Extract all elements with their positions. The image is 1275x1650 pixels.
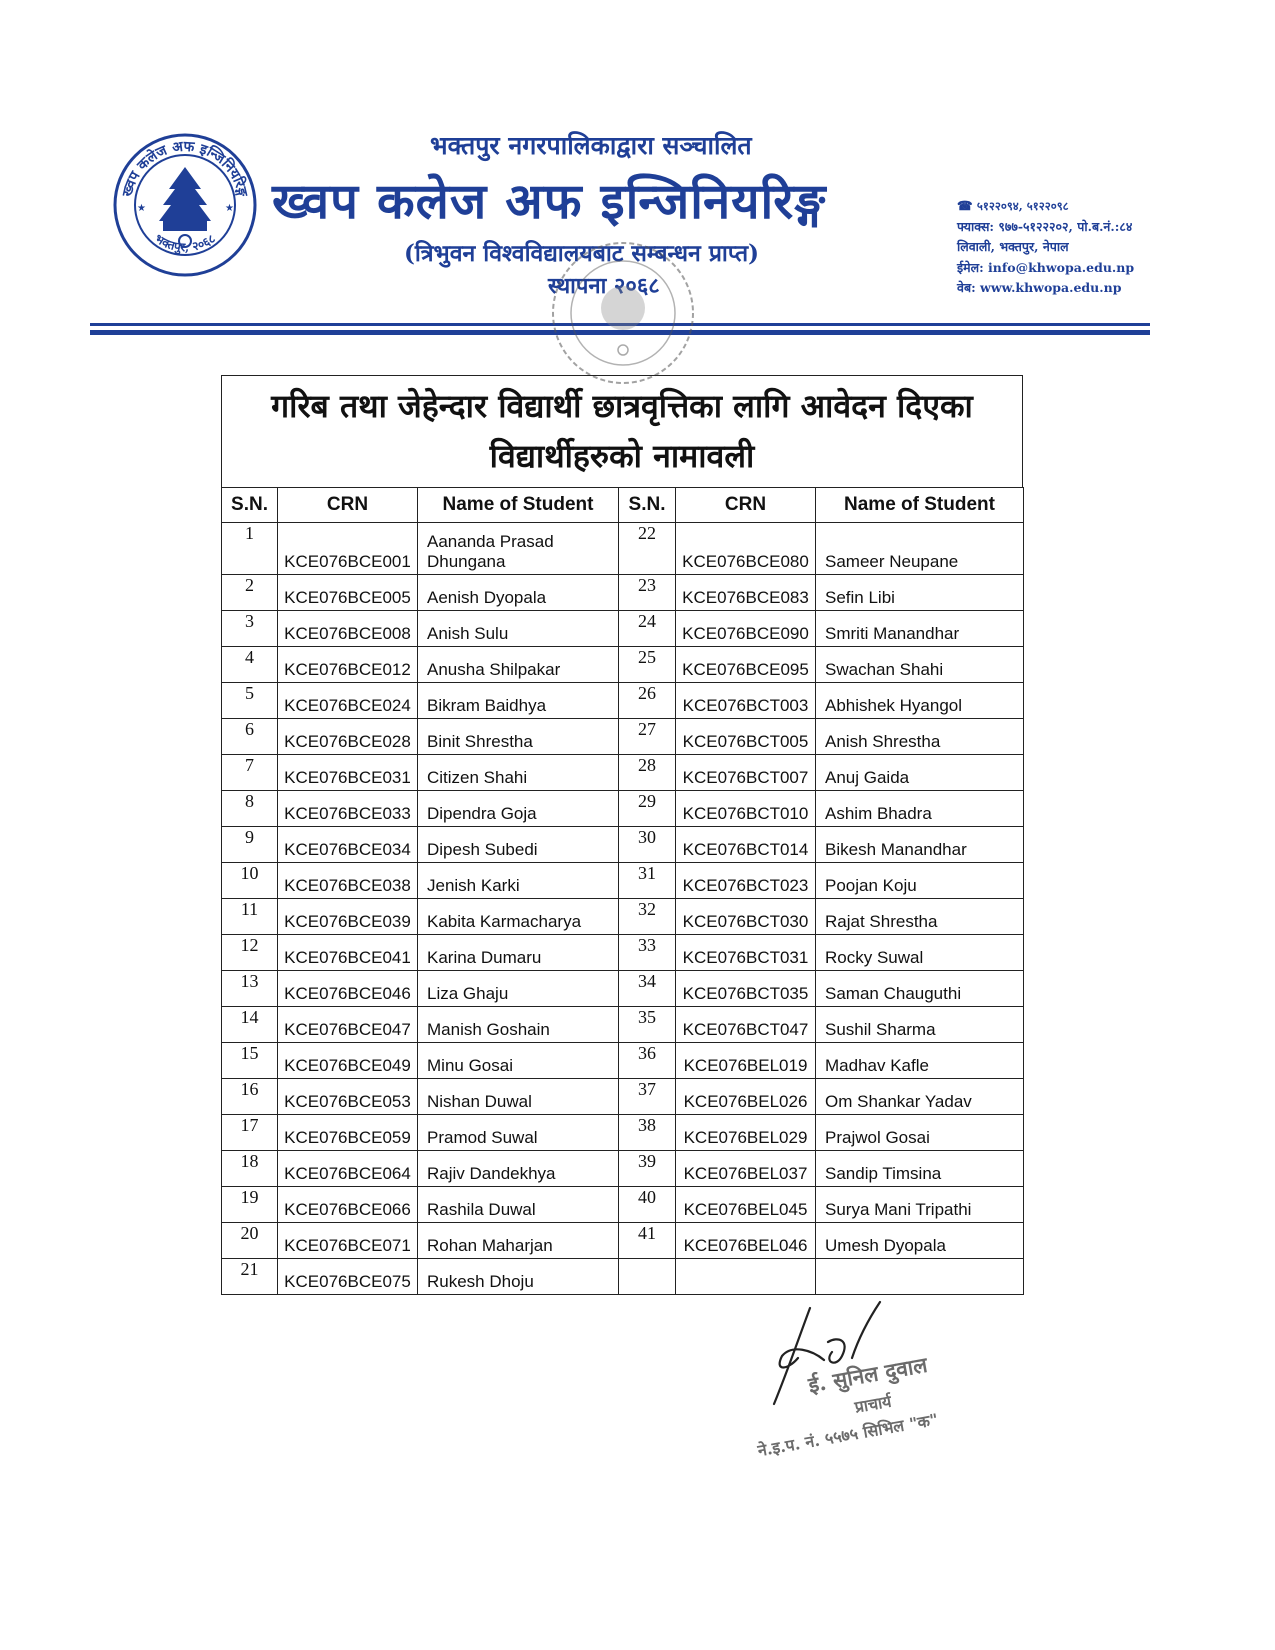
serial-number: 41 (619, 1223, 676, 1259)
student-name: Rajat Shrestha (816, 899, 1024, 935)
serial-number: 15 (222, 1043, 278, 1079)
table-row (222, 1187, 1024, 1223)
serial-number: 13 (222, 971, 278, 1007)
crn-cell: KCE076BCE031 (278, 755, 418, 791)
college-logo (113, 133, 257, 277)
col-header-sn: S.N. (619, 488, 676, 523)
serial-number: 4 (222, 647, 278, 683)
col-header-sn: S.N. (222, 488, 278, 523)
svg-text:भक्तपुर, २०६८: भक्तपुर, २०६८ (152, 231, 218, 255)
student-name: Manish Goshain (418, 1007, 619, 1043)
affiliation-line: (त्रिभुवन विश्वविद्यालयबाट सम्बन्धन प्राप्त) (404, 240, 759, 267)
student-name: Umesh Dyopala (816, 1223, 1024, 1259)
crn-cell: KCE076BCT003 (676, 683, 816, 719)
student-name: Poojan Koju (816, 863, 1024, 899)
phone-icon: ☎ (957, 198, 977, 213)
serial-number: 9 (222, 827, 278, 863)
col-header-crn: CRN (278, 488, 418, 523)
student-name: Abhishek Hyangol (816, 683, 1024, 719)
serial-number: 10 (222, 863, 278, 899)
crn-cell: KCE076BCT035 (676, 971, 816, 1007)
students-table (221, 487, 1024, 1295)
table-header-row (222, 488, 1024, 523)
student-name: Aenish Dyopala (418, 575, 619, 611)
student-name: Nishan Duwal (418, 1079, 619, 1115)
serial-number: 14 (222, 1007, 278, 1043)
crn-cell: KCE076BCE071 (278, 1223, 418, 1259)
student-name: Sefin Libi (816, 575, 1024, 611)
crn-cell: KCE076BCT007 (676, 755, 816, 791)
student-name: Liza Ghaju (418, 971, 619, 1007)
svg-text:★: ★ (225, 203, 234, 214)
crn-cell: KCE076BEL019 (676, 1043, 816, 1079)
signatory-registration: ने.इ.प. नं. ५५७५ सिभिल "क" (756, 1409, 940, 1461)
serial-number: 40 (619, 1187, 676, 1223)
table-row (222, 1151, 1024, 1187)
student-name: Anish Sulu (418, 611, 619, 647)
student-name: Pramod Suwal (418, 1115, 619, 1151)
student-name: Sandip Timsina (816, 1151, 1024, 1187)
crn-cell: KCE076BCE041 (278, 935, 418, 971)
serial-number: 29 (619, 791, 676, 827)
office-stamp (548, 238, 698, 388)
title-line-1: गरिब तथा जेहेन्दार विद्यार्थी छात्रवृत्तिका लागि आवेदन दिएका (271, 387, 973, 425)
serial-number: 26 (619, 683, 676, 719)
svg-text:ख्वप कलेज अफ इन्जिनियरिङ्ग: ख्वप कलेज अफ इन्जिनियरिङ्ग (119, 138, 251, 199)
student-name: Ashim Bhadra (816, 791, 1024, 827)
crn-cell: KCE076BEL045 (676, 1187, 816, 1223)
contact-block (957, 196, 1134, 299)
crn-cell: KCE076BCE075 (278, 1259, 418, 1295)
student-name: Binit Shrestha (418, 719, 619, 755)
crn-cell: KCE076BCE001 (278, 523, 418, 575)
student-name: Kabita Karmacharya (418, 899, 619, 935)
col-header-name: Name of Student (418, 488, 619, 523)
serial-number: 25 (619, 647, 676, 683)
municipality-line: भक्तपुर नगरपालिकाद्वारा सञ्चालित (430, 131, 752, 160)
serial-number: 22 (619, 523, 676, 575)
crn-cell: KCE076BCT010 (676, 791, 816, 827)
student-name: Om Shankar Yadav (816, 1079, 1024, 1115)
crn-cell: KCE076BEL026 (676, 1079, 816, 1115)
table-row (222, 647, 1024, 683)
serial-number: 21 (222, 1259, 278, 1295)
col-header-name: Name of Student (816, 488, 1024, 523)
established-line: स्थापना २०६८ (548, 273, 660, 299)
serial-number: 28 (619, 755, 676, 791)
crn-cell: KCE076BCE095 (676, 647, 816, 683)
crn-cell (676, 1259, 816, 1295)
serial-number: 17 (222, 1115, 278, 1151)
student-name: Rashila Duwal (418, 1187, 619, 1223)
serial-number: 16 (222, 1079, 278, 1115)
serial-number: 7 (222, 755, 278, 791)
address-text: लिवाली, भक्तपुर, नेपाल (957, 239, 1069, 254)
crn-cell: KCE076BCE038 (278, 863, 418, 899)
crn-cell: KCE076BCE012 (278, 647, 418, 683)
college-name: ख्वप कलेज अफ इन्जिनियरिङ्ग (272, 172, 827, 230)
crn-cell: KCE076BCE066 (278, 1187, 418, 1223)
student-name: Anish Shrestha (816, 719, 1024, 755)
serial-number: 1 (222, 523, 278, 575)
crn-cell: KCE076BCT047 (676, 1007, 816, 1043)
student-name: Surya Mani Tripathi (816, 1187, 1024, 1223)
serial-number: 8 (222, 791, 278, 827)
signatory-designation: प्राचार्य (853, 1391, 893, 1417)
table-row (222, 791, 1024, 827)
serial-number: 30 (619, 827, 676, 863)
table-row (222, 1079, 1024, 1115)
serial-number: 37 (619, 1079, 676, 1115)
student-name: Aananda Prasad Dhungana (418, 523, 619, 575)
table-row (222, 971, 1024, 1007)
crn-cell: KCE076BCE024 (278, 683, 418, 719)
student-name: Bikram Baidhya (418, 683, 619, 719)
student-name: Karina Dumaru (418, 935, 619, 971)
student-name: Sushil Sharma (816, 1007, 1024, 1043)
student-name: Jenish Karki (418, 863, 619, 899)
crn-cell: KCE076BCE033 (278, 791, 418, 827)
crn-cell: KCE076BCE034 (278, 827, 418, 863)
crn-cell: KCE076BCE047 (278, 1007, 418, 1043)
student-name: Madhav Kafle (816, 1043, 1024, 1079)
student-name: Prajwol Gosai (816, 1115, 1024, 1151)
crn-cell: KCE076BCE039 (278, 899, 418, 935)
crn-cell: KCE076BCE028 (278, 719, 418, 755)
crn-cell: KCE076BCT030 (676, 899, 816, 935)
serial-number: 20 (222, 1223, 278, 1259)
table-row (222, 1043, 1024, 1079)
table-row (222, 1259, 1024, 1295)
crn-cell: KCE076BCT005 (676, 719, 816, 755)
signatory-name: ई. सुनिल दुवाल (806, 1351, 930, 1398)
table-row (222, 863, 1024, 899)
table-row (222, 523, 1024, 575)
student-name: Dipesh Subedi (418, 827, 619, 863)
serial-number: 27 (619, 719, 676, 755)
student-name: Rukesh Dhoju (418, 1259, 619, 1295)
crn-cell: KCE076BCT031 (676, 935, 816, 971)
crn-cell: KCE076BEL046 (676, 1223, 816, 1259)
table-row (222, 683, 1024, 719)
student-name: Minu Gosai (418, 1043, 619, 1079)
table-row (222, 575, 1024, 611)
table-row (222, 935, 1024, 971)
crn-cell: KCE076BCE008 (278, 611, 418, 647)
table-row (222, 755, 1024, 791)
student-name: Citizen Shahi (418, 755, 619, 791)
crn-cell: KCE076BCE090 (676, 611, 816, 647)
serial-number: 36 (619, 1043, 676, 1079)
crn-cell: KCE076BCE005 (278, 575, 418, 611)
serial-number: 6 (222, 719, 278, 755)
phone-text: ५१२२०९४, ५१२२०९८ (976, 199, 1069, 213)
student-name: Swachan Shahi (816, 647, 1024, 683)
table-row (222, 899, 1024, 935)
student-name: Smriti Manandhar (816, 611, 1024, 647)
student-name: Bikesh Manandhar (816, 827, 1024, 863)
table-row (222, 1115, 1024, 1151)
serial-number: 32 (619, 899, 676, 935)
serial-number: 5 (222, 683, 278, 719)
student-list (221, 375, 1023, 1295)
serial-number: 34 (619, 971, 676, 1007)
serial-number: 3 (222, 611, 278, 647)
table-row (222, 1223, 1024, 1259)
student-name: Saman Chauguthi (816, 971, 1024, 1007)
web-text: वेब: www.khwopa.edu.np (957, 280, 1122, 295)
serial-number: 12 (222, 935, 278, 971)
serial-number: 11 (222, 899, 278, 935)
crn-cell: KCE076BCE053 (278, 1079, 418, 1115)
document-title (221, 375, 1023, 487)
serial-number: 38 (619, 1115, 676, 1151)
table-row (222, 827, 1024, 863)
student-name: Rajiv Dandekhya (418, 1151, 619, 1187)
student-name: Anusha Shilpakar (418, 647, 619, 683)
student-name: Anuj Gaida (816, 755, 1024, 791)
crn-cell: KCE076BCE080 (676, 523, 816, 575)
email-text: ईमेल: info@khwopa.edu.np (957, 259, 1135, 275)
serial-number: 23 (619, 575, 676, 611)
crn-cell: KCE076BCE059 (278, 1115, 418, 1151)
serial-number: 24 (619, 611, 676, 647)
table-row (222, 611, 1024, 647)
student-name: Rocky Suwal (816, 935, 1024, 971)
student-name: Dipendra Goja (418, 791, 619, 827)
table-row (222, 1007, 1024, 1043)
crn-cell: KCE076BCE046 (278, 971, 418, 1007)
crn-cell: KCE076BCE049 (278, 1043, 418, 1079)
serial-number: 39 (619, 1151, 676, 1187)
serial-number: 33 (619, 935, 676, 971)
serial-number: 19 (222, 1187, 278, 1223)
crn-cell: KCE076BCT014 (676, 827, 816, 863)
crn-cell: KCE076BCT023 (676, 863, 816, 899)
student-name (816, 1259, 1024, 1295)
serial-number (619, 1259, 676, 1295)
crn-cell: KCE076BEL037 (676, 1151, 816, 1187)
title-line-2: विद्यार्थीहरुको नामावली (489, 437, 755, 475)
fax-text: फ्याक्स: ९७७-५१२२२०२, पो.ब.नं.:८४ (957, 218, 1133, 234)
serial-number: 18 (222, 1151, 278, 1187)
crn-cell: KCE076BCE083 (676, 575, 816, 611)
serial-number: 2 (222, 575, 278, 611)
student-name: Rohan Maharjan (418, 1223, 619, 1259)
serial-number: 35 (619, 1007, 676, 1043)
student-name: Sameer Neupane (816, 523, 1024, 575)
crn-cell: KCE076BEL029 (676, 1115, 816, 1151)
crn-cell: KCE076BCE064 (278, 1151, 418, 1187)
serial-number: 31 (619, 863, 676, 899)
table-row (222, 719, 1024, 755)
col-header-crn: CRN (676, 488, 816, 523)
svg-text:★: ★ (137, 203, 146, 214)
